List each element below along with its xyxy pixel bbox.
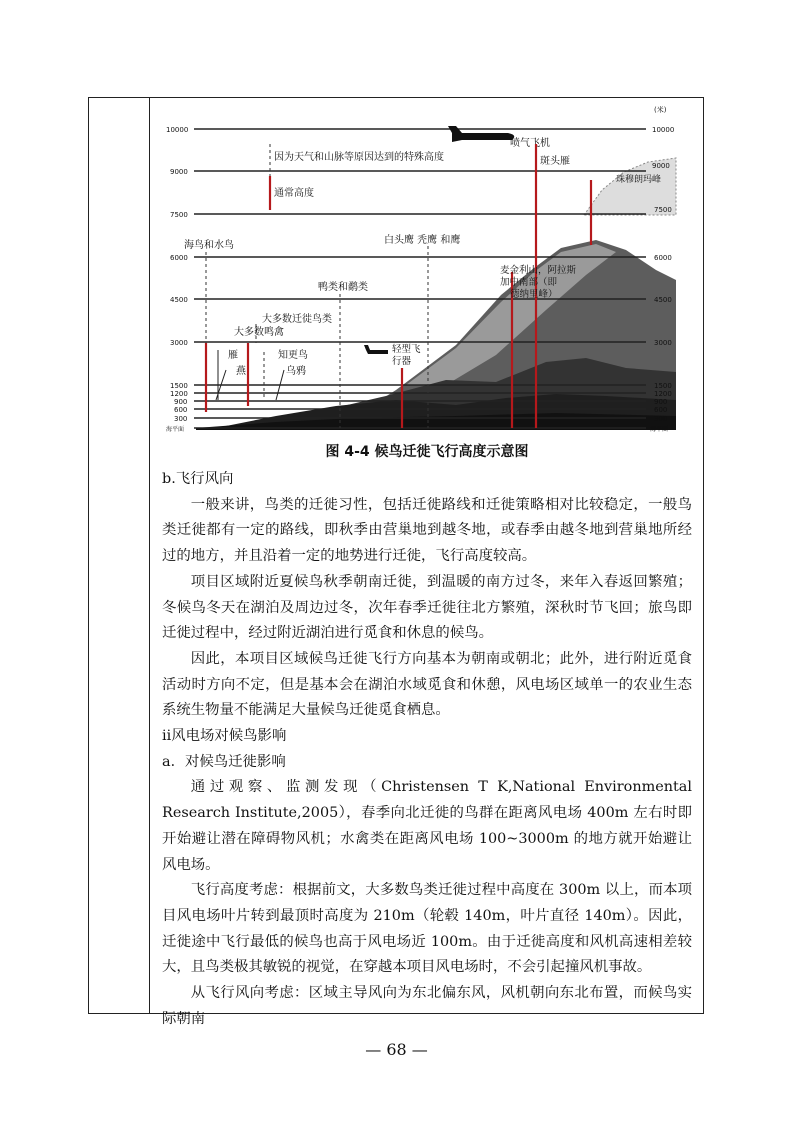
- figure-caption: 图 4-4 候鸟迁徙飞行高度示意图: [325, 444, 529, 460]
- left-tick-300: 300: [174, 415, 188, 423]
- light-plane-icon: [364, 345, 388, 354]
- left-tick-9000: 9000: [170, 168, 188, 176]
- altitude-figure: [156, 100, 698, 436]
- subheading-impact: ⅱ风电场对候鸟影响: [162, 728, 287, 745]
- label-mckinley-2: 加中南部（即: [500, 277, 558, 288]
- label-mckinley-3: 德纳里峰）: [510, 289, 558, 300]
- label-bar-headed: 斑头雁: [540, 156, 570, 167]
- label-light-plane-2: 行器: [392, 356, 412, 367]
- paragraph: 通过观察、监测发现（Christensen T K,National Environmental Research Institute,2005），春季向北迁徙的鸟群在距离风电场 400m 左右时即开始避让潜在障碍物风机；水禽类在距离风电场 100~3000m 的地方就开始避让风电场。: [162, 779, 692, 873]
- paragraph: 项目区域附近夏候鸟秋季朝南迁徙，到温暖的南方过冬，来年入春返回繁殖；冬候鸟冬天在湖泊及周边过冬，次年春季迁徙往北方繁殖，深秋时节飞回；旅鸟即迁徙过程中，经过附近湖泊进行觅食和休息的候鸟。: [162, 573, 692, 642]
- altitude-diagram: [156, 100, 698, 436]
- page-number: — 68 —: [365, 1040, 428, 1059]
- label-most-songbirds: 大多数鸣禽: [234, 327, 284, 338]
- right-tick-sea: 海平面: [650, 426, 669, 433]
- label-special: 因为天气和山脉等原因达到的特殊高度: [274, 152, 444, 163]
- right-tick-4500: 4500: [654, 296, 672, 304]
- label-goose: 雁: [228, 350, 238, 361]
- body-text: [162, 467, 692, 1032]
- right-tick-300: 300: [654, 415, 668, 423]
- label-normal: 通常高度: [274, 188, 314, 199]
- label-everest: 珠穆朗玛峰: [616, 175, 662, 185]
- paragraph: 飞行高度考虑：根据前文，大多数鸟类迁徙过程中高度在 300m 以上，而本项目风电场叶片转到最顶时高度为 210m（轮毂 140m，叶片直径 140m）。因此，迁徙途中飞行最低的候鸟也高于风电场近 100m。由于迁徙高度和风机高速相差较大，且鸟类极其敏锐的视觉，在穿越本项目风电场时，不会引起撞风机事故。: [162, 882, 692, 976]
- column-divider: [149, 98, 150, 1013]
- right-tick-1200: 1200: [654, 390, 672, 398]
- subheading-migration-impact: a．对候鸟迁徙影响: [162, 753, 286, 770]
- left-tick-1500: 1500: [170, 382, 188, 390]
- right-tick-3000: 3000: [654, 339, 672, 347]
- left-tick-sea: 海平面: [166, 426, 185, 433]
- label-shrike: 知更鸟: [278, 350, 308, 361]
- label-jet: 喷气飞机: [510, 138, 550, 149]
- label-ducks: 鸭类和鹬类: [318, 282, 368, 293]
- right-tick-600: 600: [654, 406, 668, 414]
- right-tick-9000: 9000: [652, 162, 670, 170]
- left-tick-6000: 6000: [170, 254, 188, 262]
- label-seabirds: 海鸟和水鸟: [184, 240, 234, 251]
- right-tick-900: 900: [654, 398, 668, 406]
- right-unit: (米): [654, 106, 667, 114]
- label-swans: 白头鹰 秃鹰 和鹰: [384, 235, 461, 246]
- right-tick-1500: 1500: [654, 382, 672, 390]
- subheading-wind-direction: b.飞行风向: [162, 471, 234, 487]
- right-tick-7500: 7500: [654, 206, 672, 214]
- paragraph: 一般来讲，鸟类的迁徙习性，包括迁徙路线和迁徙策略相对比较稳定，一般鸟类迁徙都有一定的路线，即秋季由营巢地到越冬地，或春季由越冬地到营巢地所经过的地方，并且沿着一定的地势进行迁徙，飞行高度较高。: [162, 496, 692, 565]
- left-tick-10000: 10000: [166, 126, 189, 134]
- label-swallow: 燕: [236, 366, 246, 377]
- left-tick-4500: 4500: [170, 296, 188, 304]
- label-light-plane-1: 轻型飞: [392, 344, 421, 355]
- left-tick-600: 600: [174, 406, 188, 414]
- paragraph: 从飞行风向考虑：区域主导风向为东北偏东风，风机朝向东北布置，而候鸟实际朝南: [162, 985, 692, 1027]
- left-tick-3000: 3000: [170, 339, 188, 347]
- left-tick-1200: 1200: [170, 390, 188, 398]
- label-mckinley-1: 麦金利山，阿拉斯: [500, 265, 577, 276]
- left-tick-7500: 7500: [170, 211, 188, 219]
- paragraph: 因此，本项目区域候鸟迁徙飞行方向基本为朝南或朝北；此外，进行附近觅食活动时方向不定，但是基本会在湖泊水域觅食和休憩，风电场区域单一的农业生态系统生物量不能满足大量候鸟迁徙觅食栖息。: [162, 650, 692, 719]
- right-tick-6000: 6000: [654, 254, 672, 262]
- left-tick-900: 900: [174, 398, 188, 406]
- right-tick-10000: 10000: [652, 126, 675, 134]
- label-most-migrants: 大多数迁徙鸟类: [262, 314, 332, 325]
- label-crow: 乌鸦: [286, 366, 306, 377]
